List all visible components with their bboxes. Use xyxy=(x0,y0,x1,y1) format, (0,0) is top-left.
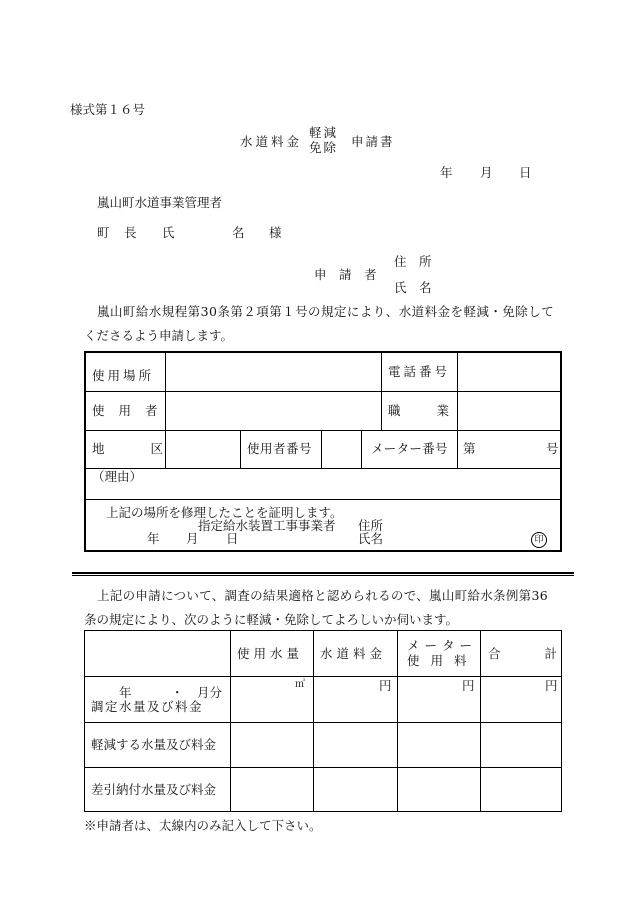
phone-label: 電話番号 xyxy=(388,364,451,379)
occupation-field[interactable] xyxy=(458,392,560,429)
certification-text: 上記の場所を修理したことを証明します。 xyxy=(106,505,343,520)
row1-label: 調定水量及び料金 xyxy=(91,699,204,714)
title-stack-bottom: 免除 xyxy=(309,140,339,155)
addressee-name-char-2: 名 xyxy=(232,225,245,240)
addressee-org: 嵐山町水道事業管理者 xyxy=(97,195,223,210)
unit-total: 円 xyxy=(545,678,558,693)
applicant-label: 申 請 者 xyxy=(314,267,377,282)
user-number-label: 使用者番号 xyxy=(247,441,313,456)
contractor-name-label: 氏名 xyxy=(358,531,384,546)
usage-place-label: 使用場所 xyxy=(92,368,155,383)
meter-number-field[interactable] xyxy=(478,431,542,467)
section-separator xyxy=(72,572,574,576)
row1-month: 月分 xyxy=(197,685,223,700)
phone-field[interactable] xyxy=(458,354,560,390)
header-total: 合計 xyxy=(488,646,602,661)
title-stack-top: 軽減 xyxy=(309,125,339,140)
unit-water-fee: 円 xyxy=(379,678,392,693)
usage-place-field[interactable] xyxy=(166,354,380,390)
row3-label: 差引納付水量及び料金 xyxy=(91,782,217,797)
district-field[interactable] xyxy=(166,431,239,467)
meter-number-suffix: 号 xyxy=(546,441,559,456)
reason-field[interactable] xyxy=(87,469,561,498)
applicant-address-label: 住 所 xyxy=(394,254,432,269)
cert-day: 日 xyxy=(226,531,239,546)
unit-volume: ㎥ xyxy=(295,679,305,690)
addressee-name-char-1: 氏 xyxy=(162,225,175,240)
addressee-title-char-1: 町 xyxy=(97,225,110,240)
user-label: 使用者 xyxy=(92,403,172,418)
addressee-title-char-2: 長 xyxy=(124,225,137,240)
footnote: ※申請者は、太線内のみ記入して下さい。 xyxy=(84,818,322,833)
approval-text-line2: 条の規定により、次のように軽減・免除してよろしいか伺います。 xyxy=(84,612,459,627)
title-part1: 水道料金 xyxy=(240,134,303,149)
row1-year: 年 xyxy=(119,685,132,700)
addressee-honorific: 様 xyxy=(269,225,282,240)
form-number: 様式第１６号 xyxy=(70,102,146,117)
applicant-name-label: 氏 名 xyxy=(394,280,432,295)
user-number-field[interactable] xyxy=(322,431,360,467)
title-part2: 申請書 xyxy=(351,134,395,149)
cert-month: 月 xyxy=(186,531,199,546)
contractor-label: 指定給水装置工事事業者 xyxy=(198,518,336,533)
calculation-table xyxy=(84,630,602,812)
user-field[interactable] xyxy=(166,392,380,429)
contractor-address-label: 住所 xyxy=(358,518,384,533)
date-month: 月 xyxy=(480,165,493,180)
unit-meter-fee: 円 xyxy=(462,678,475,693)
seal-mark: 印 xyxy=(531,532,547,548)
row2-label: 軽減する水量及び料金 xyxy=(91,737,217,752)
approval-text-line1: 上記の申請について、調査の結果適格と認められるので、嵐山町給水条例第36 xyxy=(97,588,548,603)
meter-number-label: メーター番号 xyxy=(371,441,448,456)
date-day: 日 xyxy=(519,165,532,180)
reason-label: （理由） xyxy=(92,469,143,484)
header-volume: 使用水量 xyxy=(237,646,304,661)
cert-year: 年 xyxy=(147,531,160,546)
date-year: 年 xyxy=(440,165,453,180)
header-meter-fee-bottom: 使用料 xyxy=(407,653,478,668)
meter-number-prefix: 第 xyxy=(463,441,476,456)
request-text-line2: くださるよう申請します。 xyxy=(84,328,234,343)
header-meter-fee-top: メーター xyxy=(407,638,478,653)
occupation-label: 職業 xyxy=(388,403,486,418)
request-text-line1: 嵐山町給水規程第30条第２項第１号の規定により、水道料金を軽減・免除して xyxy=(97,304,555,319)
row1-dot: ・ xyxy=(171,685,184,700)
application-form-table xyxy=(84,351,562,552)
district-label: 地区 xyxy=(92,441,210,456)
header-water-fee: 水道料金 xyxy=(320,646,387,661)
